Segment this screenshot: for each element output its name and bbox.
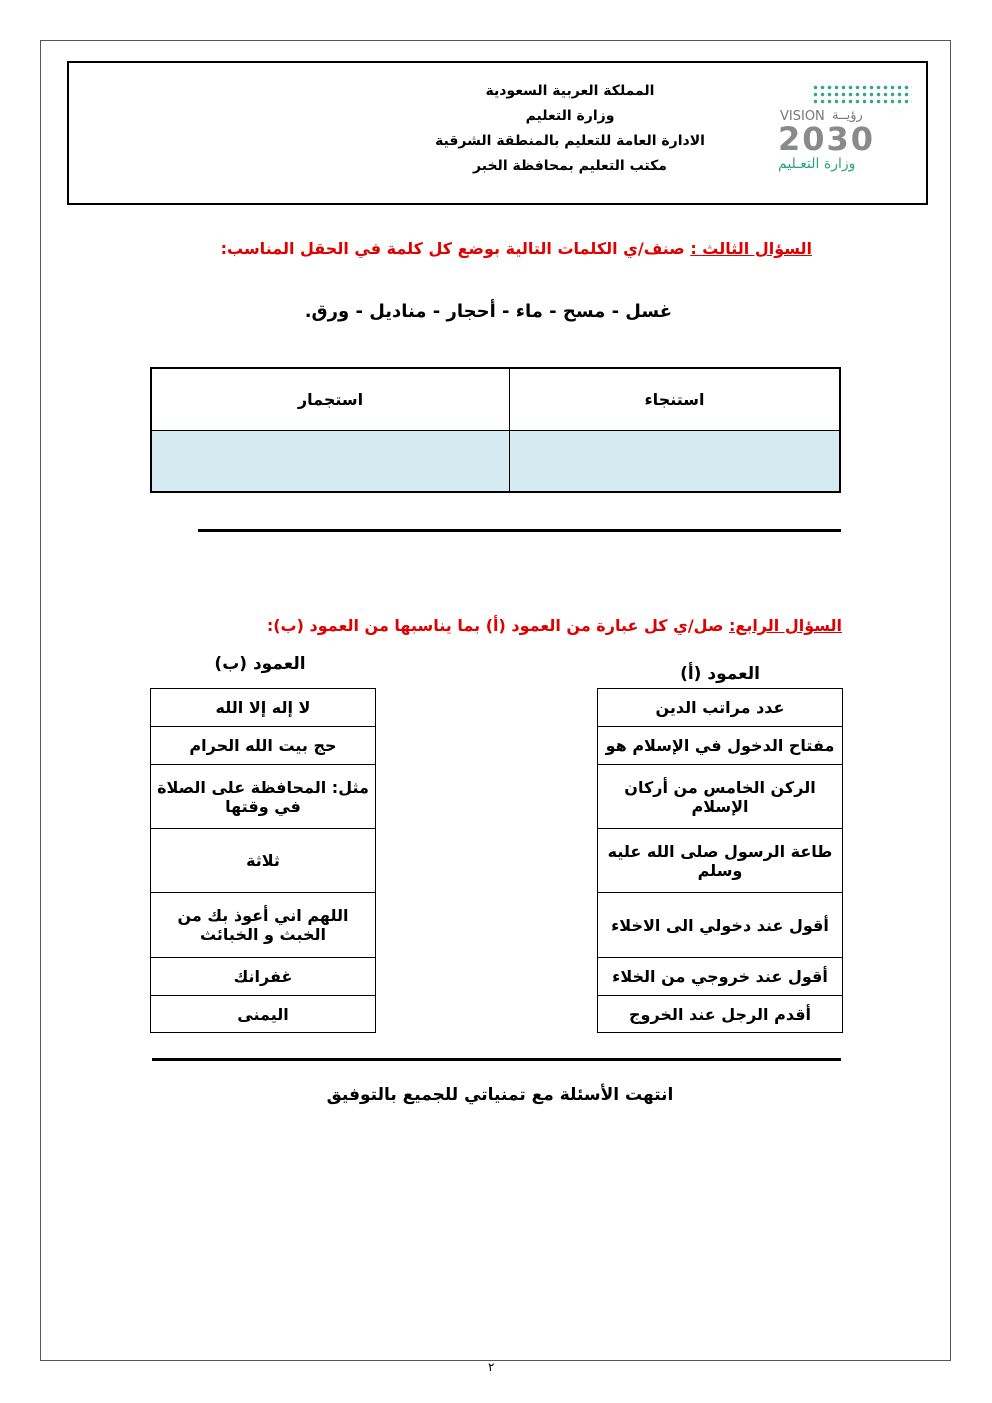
- q4-label: السؤال الرابع:: [728, 616, 842, 635]
- col-b-table: [150, 688, 376, 1033]
- col-a-item: أقول عند خروجي من الخلاء: [598, 958, 843, 996]
- logo-year: 2030: [778, 120, 876, 158]
- q3-words: غسل - مسح - ماء - أحجار - مناديل - ورق.: [304, 301, 672, 322]
- page-number: ٢: [488, 1360, 495, 1374]
- logo-ministry: وزارة التعـليم: [778, 156, 856, 172]
- header-line-2: وزارة التعليم: [525, 108, 615, 124]
- q4-heading: [267, 616, 842, 635]
- header-line-4: مكتب التعليم بمحافظة الخبر: [473, 158, 667, 174]
- col-b-item: لا إله إلا الله: [151, 689, 376, 727]
- divider-bottom: [152, 1058, 841, 1061]
- col-istinja: استنجاء: [510, 368, 841, 430]
- col-b-item: اللهم اني أعوذ بك من الخبث و الخبائث: [151, 893, 376, 958]
- col-b-item: غفرانك: [151, 958, 376, 996]
- col-istijmar: استجمار: [151, 368, 510, 430]
- closing-text: انتهت الأسئلة مع تمنياتي للجميع بالتوفيق: [326, 1085, 674, 1105]
- istinja-answer-cell[interactable]: [510, 430, 841, 492]
- col-a-table: [597, 688, 843, 1033]
- col-b-item: حج بيت الله الحرام: [151, 727, 376, 765]
- col-a-item: عدد مراتب الدين: [598, 689, 843, 727]
- logo-ruya: رؤيــة: [832, 108, 863, 123]
- logo-dots: [812, 84, 912, 106]
- col-a-item: أقدم الرجل عند الخروج: [598, 996, 843, 1033]
- col-a-title: العمود (أ): [680, 664, 760, 684]
- col-a-item: أقول عند دخولي الى الاخلاء: [598, 893, 843, 958]
- divider: [198, 529, 841, 532]
- col-b-item: اليمنى: [151, 996, 376, 1033]
- col-b-item: مثل: المحافظة على الصلاة في وقتها: [151, 765, 376, 829]
- istijmar-answer-cell[interactable]: [151, 430, 510, 492]
- col-a-item: الركن الخامس من أركان الإسلام: [598, 765, 843, 829]
- col-b-title: العمود (ب): [214, 654, 306, 674]
- q3-text: صنف/ي الكلمات التالية بوضع كل كلمة في الحقل المناسب:: [220, 239, 691, 258]
- header-line-3: الادارة العامة للتعليم بالمنطقة الشرقية: [435, 133, 705, 149]
- header-line-1: المملكة العربية السعودية: [485, 83, 655, 99]
- q3-table: [150, 367, 841, 493]
- logo-vision: VISION: [780, 109, 825, 124]
- col-a-item: طاعة الرسول صلى الله عليه وسلم: [598, 829, 843, 893]
- col-b-item: ثلاثة: [151, 829, 376, 893]
- col-a-item: مفتاح الدخول في الإسلام هو: [598, 727, 843, 765]
- q3-label: السؤال الثالث :: [690, 239, 812, 258]
- q4-text: صل/ي كل عبارة من العمود (أ) بما يناسبها من العمود (ب):: [266, 616, 729, 635]
- q3-heading: [221, 239, 812, 258]
- vision-2030-logo: [776, 82, 916, 177]
